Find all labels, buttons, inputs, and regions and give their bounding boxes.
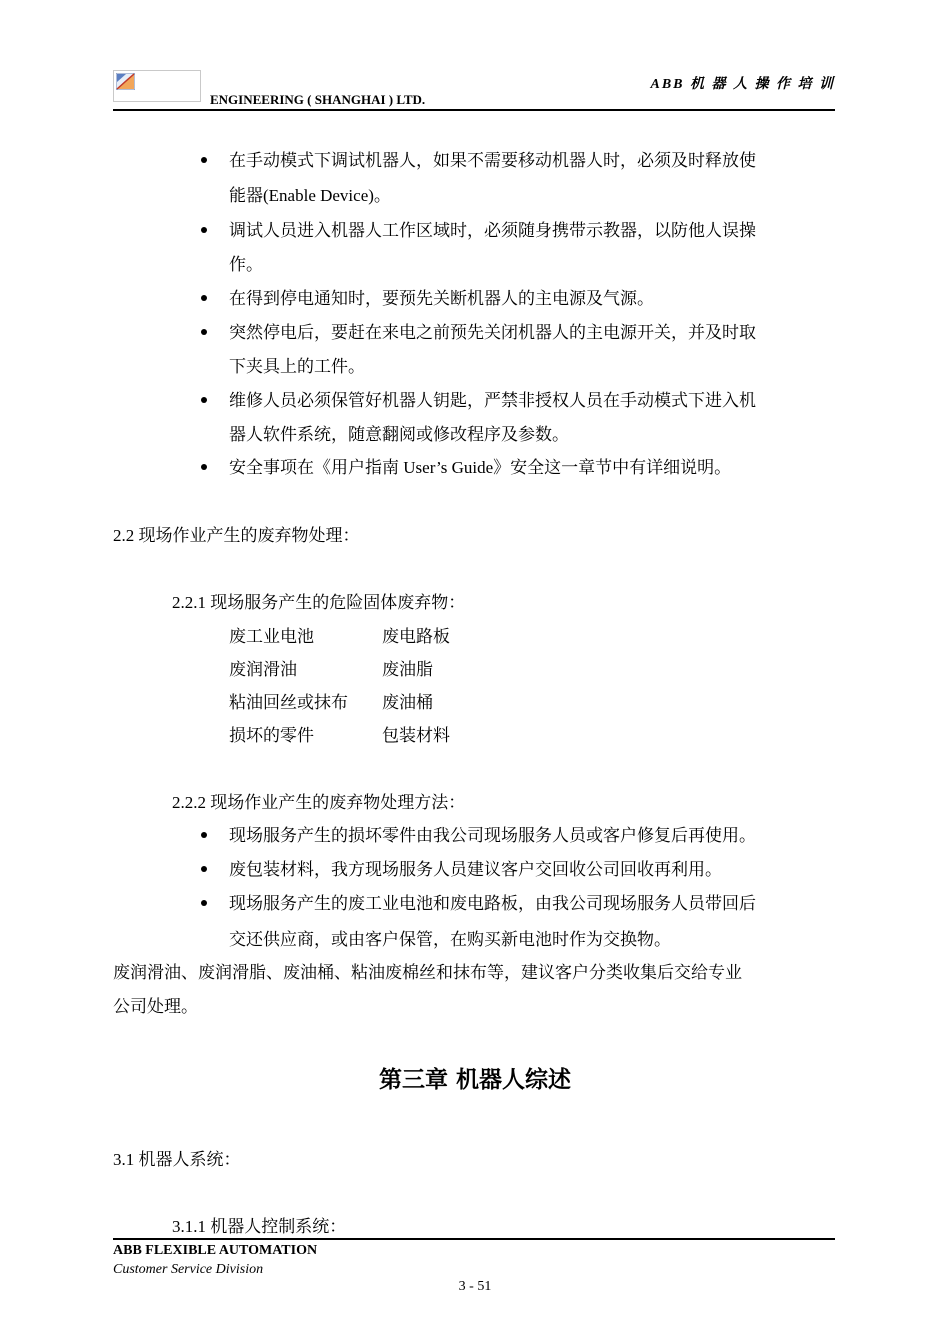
table-cell: 废油脂 [382,660,433,679]
footer-division: Customer Service Division [113,1262,264,1277]
table-cell: 废工业电池 [229,627,314,646]
header-company: ENGINEERING ( SHANGHAI ) LTD. [210,92,426,107]
bullet-icon [201,157,207,163]
list-item-cont: 下夹具上的工件。 [229,357,365,376]
table-cell: 包装材料 [382,726,450,745]
footer-rule [113,1238,835,1240]
bullet-icon [201,866,207,872]
subsection-heading-3-1-1: 3.1.1 机器人控制系统： [172,1217,347,1236]
disposal-paragraph-cont: 公司处理。 [113,997,198,1016]
page-number: 3 - 51 [458,1279,492,1294]
list-item: 现场服务产生的废工业电池和废电路板，由我公司现场服务人员带回后 [229,894,756,913]
list-item: 突然停电后，要赶在来电之前预先关闭机器人的主电源开关，并及时取 [229,323,756,342]
company-logo [113,70,201,102]
bullet-icon [201,832,207,838]
list-item: 维修人员必须保管好机器人钥匙，严禁非授权人员在手动模式下进入机 [229,391,756,410]
list-item: 在得到停电通知时，要预先关断机器人的主电源及气源。 [229,289,654,308]
abb-logo-icon [116,73,135,90]
list-item: 调试人员进入机器人工作区域时，必须随身携带示教器，以防他人误操 [229,221,756,240]
table-cell: 粘油回丝或抹布 [229,693,348,712]
disposal-paragraph: 废润滑油、废润滑脂、废油桶、粘油废棉丝和抹布等，建议客户分类收集后交给专业 [113,963,742,982]
section-heading-3-1: 3.1 机器人系统： [113,1150,241,1169]
table-cell: 损坏的零件 [229,726,314,745]
table-cell: 废电路板 [382,627,450,646]
list-item: 在手动模式下调试机器人，如果不需要移动机器人时，必须及时释放使 [229,151,756,170]
list-item: 现场服务产生的损坏零件由我公司现场服务人员或客户修复后再使用。 [229,826,756,845]
list-item-cont: 交还供应商，或由客户保管，在购买新电池时作为交换物。 [229,930,671,949]
header-rule [113,109,835,111]
table-cell: 废油桶 [382,693,433,712]
bullet-icon [201,295,207,301]
subsection-heading-2-2-2: 2.2.2 现场作业产生的废弃物处理方法： [172,793,466,812]
subsection-heading-2-2-1: 2.2.1 现场服务产生的危险固体废弃物： [172,593,466,612]
bullet-icon [201,397,207,403]
list-item-cont: 作。 [229,255,263,274]
list-item: 废包装材料，我方现场服务人员建议客户交回收公司回收再利用。 [229,860,722,879]
footer-company: ABB FLEXIBLE AUTOMATION [113,1243,318,1258]
bullet-icon [201,227,207,233]
section-heading-2-2: 2.2 现场作业产生的废弃物处理： [113,526,360,545]
chapter-title: 第三章 机器人综述 [378,1067,571,1093]
bullet-icon [201,464,207,470]
bullet-icon [201,900,207,906]
list-item: 安全事项在《用户指南 User’s Guide》安全这一章节中有详细说明。 [229,458,732,477]
list-item-cont: 器人软件系统，随意翻阅或修改程序及参数。 [229,425,569,444]
header-course-title: ABB 机 器 人 操 作 培 训 [650,77,835,92]
list-item-cont: 能器(Enable Device)。 [229,186,391,205]
table-cell: 废润滑油 [229,660,297,679]
bullet-icon [201,329,207,335]
